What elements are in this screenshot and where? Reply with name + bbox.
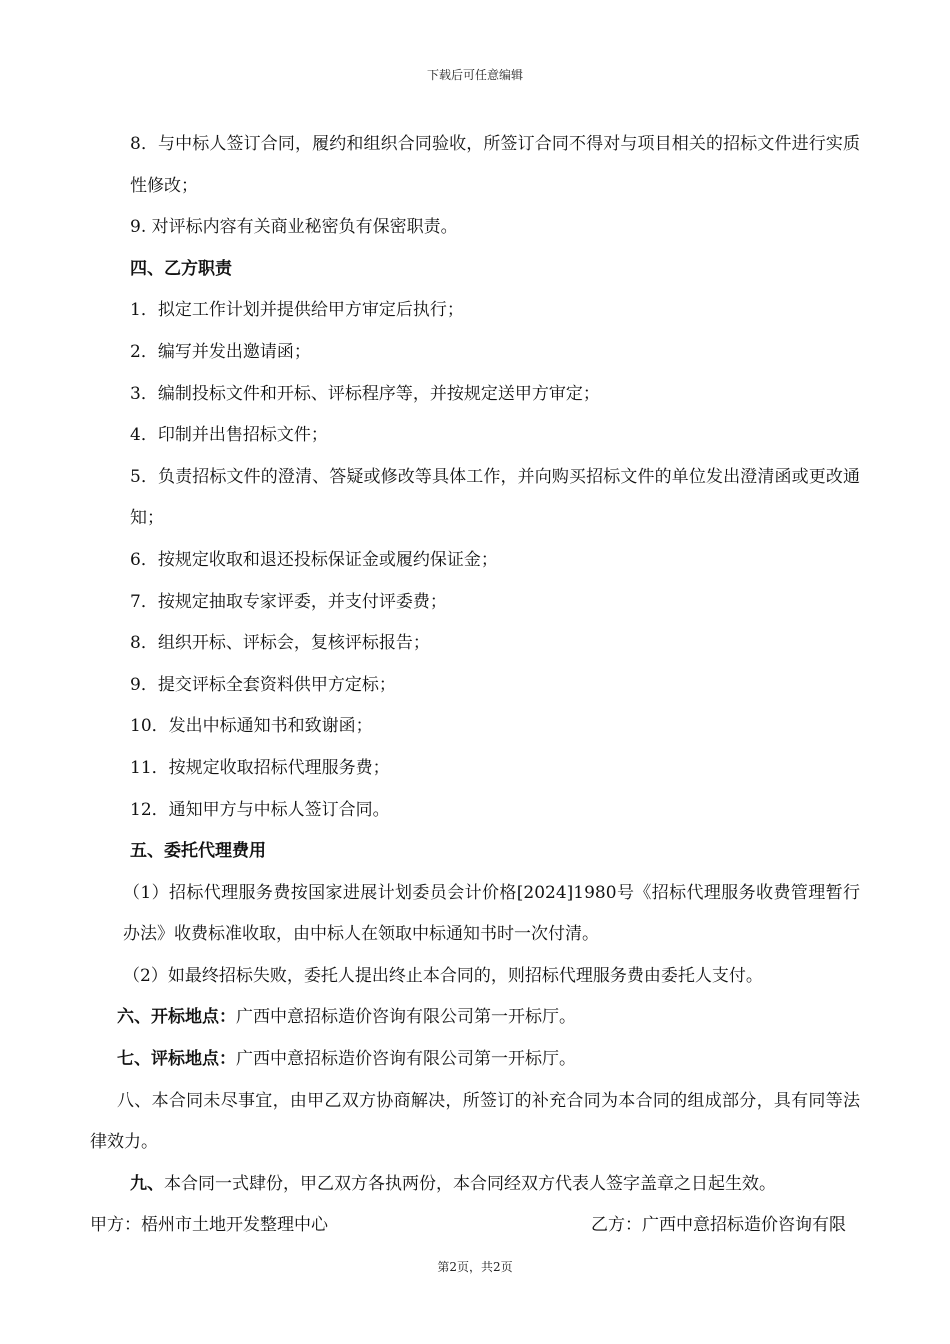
signature-row <box>90 1205 860 1247</box>
list-item: 1．拟定工作计划并提供给甲方审定后执行； <box>130 300 464 321</box>
list-item: 9．提交评标全套资料供甲方定标； <box>130 674 396 695</box>
bid-evaluation-location <box>90 1039 860 1081</box>
list-item: 4．印制并出售招标文件； <box>130 425 328 446</box>
clause-9 <box>90 1164 860 1206</box>
bid-evaluation-label: 七、评标地点： <box>117 1049 236 1070</box>
fee-paragraph-1: （1）招标代理服务费按国家进展计划委员会计价格[2024]1980号《招标代理服务收费管理暂行办法》收费标准收取，由中标人在领取中标通知书时一次付清。 <box>123 882 860 945</box>
list-item: 5．负责招标文件的澄清、答疑或修改等具体工作，并向购买招标文件的单位发出澄清函或更改通知； <box>130 466 860 529</box>
page-footer: 第2页，共2页 <box>437 1260 513 1274</box>
clause-8: 八、本合同未尽事宜，由甲乙双方协商解决，所签订的补充合同为本合同的组成部分，具有同等法律效力。 <box>90 1090 860 1153</box>
section-heading-5: 五、委托代理费用 <box>130 841 266 862</box>
bid-opening-label: 六、开标地点： <box>117 1007 236 1028</box>
party-b-signature: 乙方：广西中意招标造价咨询有限 <box>591 1215 846 1236</box>
section-heading-4: 四、乙方职责 <box>130 258 232 279</box>
list-item: 8．组织开标、评标会，复核评标报告； <box>130 633 430 654</box>
bid-opening-location <box>90 997 860 1039</box>
list-item: 7．按规定抽取专家评委，并支付评委费； <box>130 591 447 612</box>
clause-9-text: 本合同一式肆份，甲乙双方各执两份，本合同经双方代表人签字盖章之日起生效。 <box>164 1173 776 1194</box>
fee-paragraph-2: （2）如最终招标失败，委托人提出终止本合同的，则招标代理服务费由委托人支付。 <box>123 965 763 986</box>
document-body <box>90 124 860 1247</box>
list-item: 6．按规定收取和退还投标保证金或履约保证金； <box>130 549 498 570</box>
list-item: 10．发出中标通知书和致谢函； <box>130 716 373 737</box>
duty-item-9: 9. 对评标内容有关商业秘密负有保密职责。 <box>130 217 458 238</box>
party-a-signature: 甲方：梧州市土地开发整理中心 <box>90 1215 328 1236</box>
bid-evaluation-value: 广西中意招标造价咨询有限公司第一开标厅。 <box>236 1049 576 1070</box>
list-item: 3．编制投标文件和开标、评标程序等，并按规定送甲方审定； <box>130 383 600 404</box>
list-item: 2．编写并发出邀请函； <box>130 341 311 362</box>
duty-item-8: 8．与中标人签订合同，履约和组织合同验收，所签订合同不得对与项目相关的招标文件进行实质性修改； <box>130 134 860 196</box>
clause-9-lead: 九、 <box>130 1173 164 1194</box>
page-header: 下载后可任意编辑 <box>426 68 523 82</box>
list-item: 12．通知甲方与中标人签订合同。 <box>130 799 390 820</box>
bid-opening-value: 广西中意招标造价咨询有限公司第一开标厅。 <box>236 1007 576 1028</box>
list-item: 11．按规定收取招标代理服务费； <box>130 757 390 778</box>
